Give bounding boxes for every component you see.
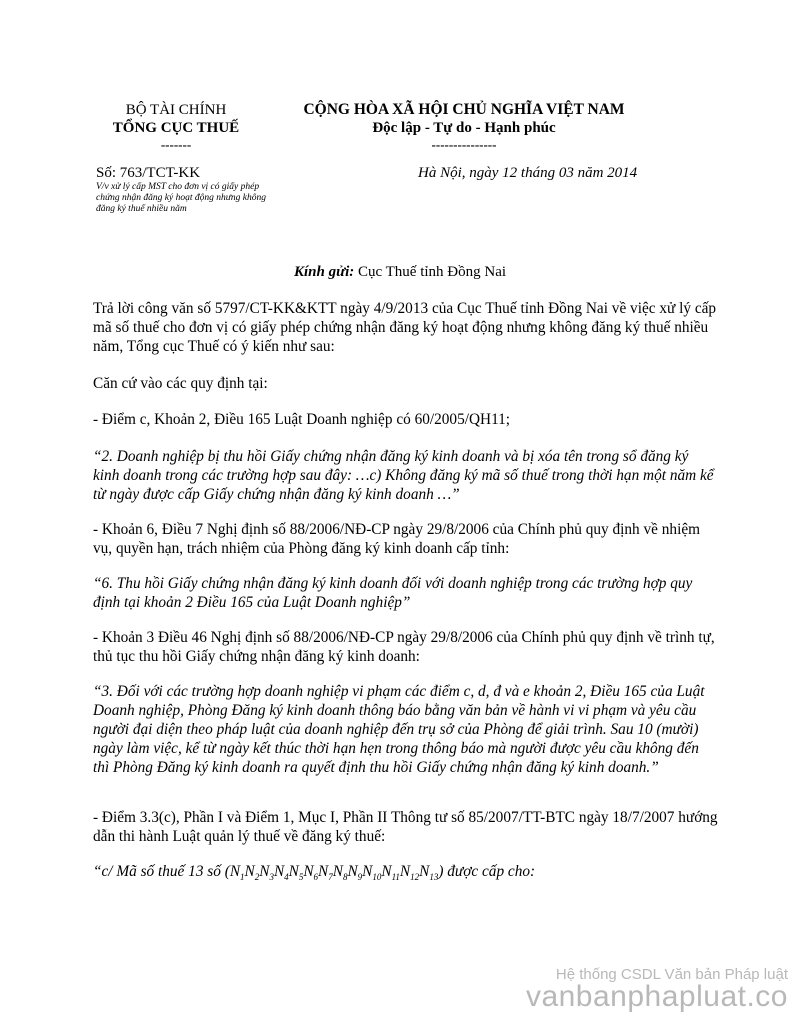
document-subject: V/v xử lý cấp MST cho đơn vị có giấy phép chứng nhận đăng ký hoạt động nhưng không đăng ký thuế nhiều năm [96,182,266,214]
paragraph-circular-citation: - Điểm 3.3(c), Phần I và Điểm 1, Mục I, Phần II Thông tư số 85/2007/TT-BTC ngày 18/7/2007 hướng dẫn thi hành Luật quản lý thuế về đăng ký thuế: [93,809,718,845]
document-number: Số: 763/TCT-KK [96,165,201,181]
paragraph-tax-code-quote [93,862,718,887]
motto-rule: --------------- [431,137,497,152]
recipient-name: Cục Thuế tỉnh Đồng Nai [357,264,507,280]
recipient-line [0,262,800,282]
issuer-block [96,101,256,152]
paragraph-decree-quote-2: “3. Đối với các trường hợp doanh nghiệp vi phạm các điểm c, d, đ và e khoản 2, Điều 165 của Luật Doanh nghiệp, Phòng Đăng ký kinh doanh thông báo bằng văn bản về hành vi vi phạm và yêu cầu người đại diện theo pháp luật của doanh nghiệp đến trụ sở của Phòng để giải trình. Sau 10 (mười) ngày làm việc, kể từ ngày kết thúc thời hạn hẹn trong thông báo mà người được yêu cầu không đến thì Phòng Đăng ký kinh doanh ra quyết định thu hồi Giấy chứng nhận đăng ký kinh doanh.” [93,683,705,776]
watermark-caption: Hệ thống CSDL Văn bản Pháp luật [555,966,788,983]
issue-date: Hà Nội, ngày 12 tháng 03 năm 2014 [418,165,638,181]
country-name: CỘNG HÒA XÃ HỘI CHỦ NGHĨA VIỆT NAM [303,101,625,118]
paragraph-reply: Trả lời công văn số 5797/CT-KK&KTT ngày 4/9/2013 của Cục Thuế tỉnh Đồng Nai về việc xử lý cấp mã số thuế cho đơn vị có giấy phép chứng nhận đăng ký hoạt động nhưng không đăng ký thuế nhiều năm, Tổng cục Thuế có ý kiến như sau: [93,300,717,355]
tax-code-prefix: “c/ Mã số thuế 13 số ( [93,863,230,880]
issuer-rule: ------- [160,137,192,152]
tax-code-formula: $N_1N_2N_3N_4N_5N_6N_7N_8N_9N_{10}N_{11}N_{12}N_{13}$ [229,863,439,883]
paragraph-decree-quote-1: “6. Thu hồi Giấy chứng nhận đăng ký kinh doanh đối với doanh nghiệp trong các trường hợp quy định tại khoản 2 Điều 165 của Luật Doanh nghiệp” [93,575,693,611]
paragraph-decree-citation-2: - Khoản 3 Điều 46 Nghị định số 88/2006/NĐ-CP ngày 29/8/2006 của Chính phủ quy định về trình tự, thủ tục thu hồi Giấy chứng nhận đăng ký kinh doanh: [93,629,715,665]
ministry-name: BỘ TÀI CHÍNH [125,102,227,118]
motto: Độc lập - Tự do - Hạnh phúc [372,120,556,136]
paragraph-law-quote: “2. Doanh nghiệp bị thu hồi Giấy chứng nhận đăng ký kinh doanh và bị xóa tên trong sổ đăng ký kinh doanh trong các trường hợp sau đây: …c) Không đăng ký mã số thuế trong thời hạn một năm kể từ ngày được cấp Giấy chứng nhận đăng ký kinh doanh …” [93,448,714,503]
department-name: TỔNG CỤC THUẾ [112,120,240,136]
watermark-site: vanbanphapluat.co [525,980,788,1013]
paragraph-law-citation: - Điểm c, Khoản 2, Điều 165 Luật Doanh nghiệp có 60/2005/QH11; [93,411,511,428]
tax-code-suffix: ) được cấp cho: [438,863,536,880]
recipient-label: Kính gửi: [293,264,355,280]
paragraph-decree-citation-1: - Khoản 6, Điều 7 Nghị định số 88/2006/NĐ-CP ngày 29/8/2006 của Chính phủ quy định về nhiệm vụ, quyền hạn, trách nhiệm của Phòng đăng ký kinh doanh cấp tỉnh: [93,521,701,557]
national-heading [282,101,646,152]
paragraph-basis: Căn cứ vào các quy định tại: [93,375,268,392]
